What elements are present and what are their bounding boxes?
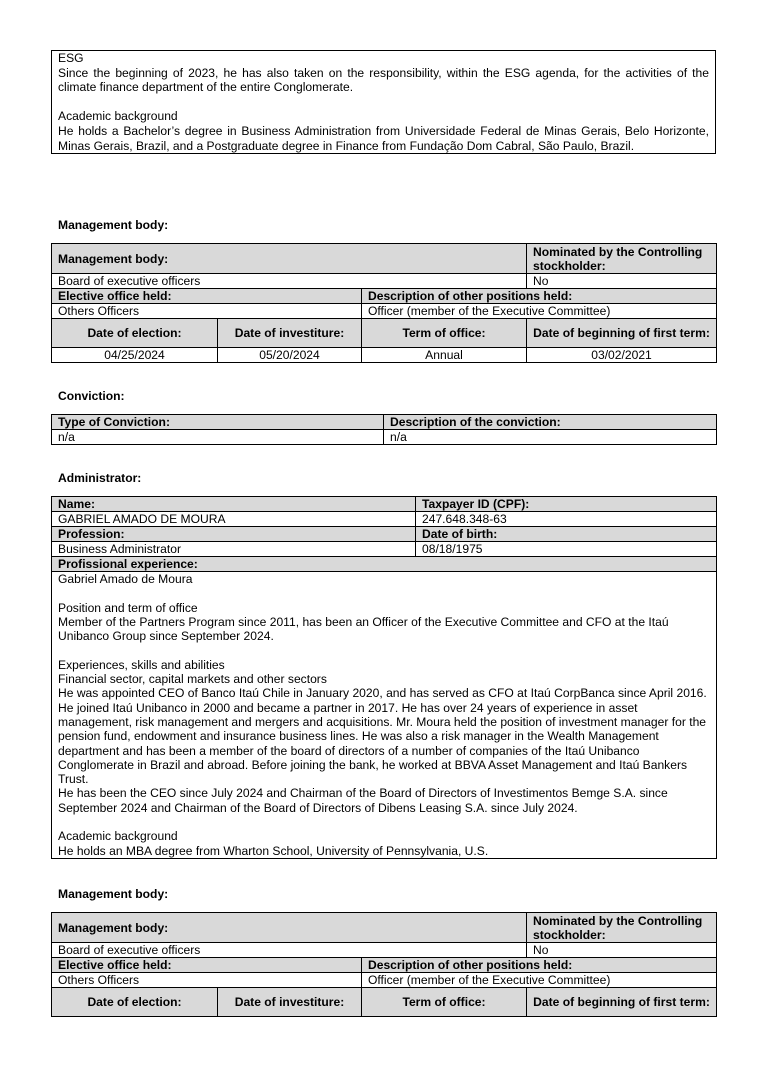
hdr-other-positions: Description of other positions held: — [362, 289, 717, 304]
hdr-first-term: Date of beginning of first term: — [527, 319, 717, 348]
hdr-term-office: Term of office: — [362, 988, 527, 1017]
section-title-management-2: Management body: — [58, 887, 169, 901]
hdr-first-term: Date of beginning of first term: — [527, 988, 717, 1017]
exp-skills-text-2: He has been the CEO since July 2024 and Chairman of the Board of Directors of Investimentos Bemge S.A. since September 2024 and Chairman of the Board of Directors of Dibens Leasing S.A. since July 2024. — [58, 786, 668, 815]
section-title-conviction: Conviction: — [58, 389, 125, 403]
admin-profession: Business Administrator — [52, 542, 416, 557]
hdr-nominated: Nominated by the Controlling stockholder: — [527, 244, 717, 274]
hdr-conviction-type: Type of Conviction: — [52, 415, 384, 430]
hdr-name: Name: — [52, 497, 416, 512]
hdr-date-investiture: Date of investiture: — [218, 988, 362, 1017]
elective-office-value: Others Officers — [52, 973, 362, 988]
conviction-desc-value: n/a — [384, 430, 717, 445]
conviction-table — [51, 414, 716, 445]
other-positions-value: Officer (member of the Executive Committee) — [362, 973, 717, 988]
admin-birth: 08/18/1975 — [416, 542, 717, 557]
hdr-profession: Profession: — [52, 527, 416, 542]
exp-name: Gabriel Amado de Moura — [58, 572, 193, 586]
nominated-value: No — [527, 274, 717, 289]
exp-skills-text-1: He was appointed CEO of Banco Itaú Chile in January 2020, and has served as CFO at Itaú CorpBanca since April 2016. He joined Itaú Unibanco in 2000 and became a partner in 2017. He has over 24 years of experience in asset management, risk management and mergers and acquisitions. Mr. Moura held the position of investment manager for the pension fund, endowment and insurance business lines. He was also a risk manager in the Wealth Management department and has been a member of the board of directors of a number of companies of the Itaú Unibanco Conglomerate in Brazil and abroad. Before joining the bank, he worked at BBVA Asset Management and Itaú Bankers Trust. — [58, 686, 707, 787]
experience-cell — [52, 572, 717, 859]
elective-office-value: Others Officers — [52, 304, 362, 319]
nominated-value: No — [527, 943, 717, 958]
date-election-value: 04/25/2024 — [52, 348, 218, 363]
date-investiture-value: 05/20/2024 — [218, 348, 362, 363]
hdr-nominated: Nominated by the Controlling stockholder: — [527, 913, 717, 943]
hdr-management-body: Management body: — [52, 244, 527, 274]
hdr-date-investiture: Date of investiture: — [218, 319, 362, 348]
term-office-value: Annual — [362, 348, 527, 363]
hdr-elective-office: Elective office held: — [52, 289, 362, 304]
section-title-administrator: Administrator: — [58, 471, 142, 485]
esg-heading: ESG — [58, 51, 84, 65]
exp-skills-heading: Experiences, skills and abilities — [58, 657, 225, 672]
academic-heading: Academic background — [58, 109, 178, 124]
exp-position-heading: Position and term of office — [58, 600, 198, 615]
management-body-value: Board of executive officers — [52, 274, 527, 289]
other-positions-value: Officer (member of the Executive Committee) — [362, 304, 717, 319]
top-text-box — [51, 50, 716, 154]
hdr-birth: Date of birth: — [416, 527, 717, 542]
hdr-term-office: Term of office: — [362, 319, 527, 348]
hdr-date-election: Date of election: — [52, 319, 218, 348]
hdr-elective-office: Elective office held: — [52, 958, 362, 973]
academic-text: He holds a Bachelor’s degree in Business Administration from Universidade Federal de Minas Gerais, Belo Horizonte, Minas Gerais, Brazil, and a Postgraduate degree in Finance from Fundação Dom Cabral, São Paulo, Brazil. — [58, 123, 709, 153]
admin-name: GABRIEL AMADO DE MOURA — [52, 512, 416, 527]
esg-text: Since the beginning of 2023, he has also taken on the responsibility, within the ESG agenda, for the activities of the climate finance department of the entire Conglomerate. — [58, 65, 709, 95]
administrator-table — [51, 496, 716, 859]
first-term-value: 03/02/2021 — [527, 348, 717, 363]
exp-skills-sub: Financial sector, capital markets and other sectors — [58, 672, 327, 687]
hdr-conviction-desc: Description of the conviction: — [384, 415, 717, 430]
exp-academic-text: He holds an MBA degree from Wharton School, University of Pennsylvania, U.S. — [58, 843, 489, 858]
management-body-value: Board of executive officers — [52, 943, 527, 958]
hdr-date-election: Date of election: — [52, 988, 218, 1017]
admin-cpf: 247.648.348-63 — [416, 512, 717, 527]
exp-position-text: Member of the Partners Program since 2011, has been an Officer of the Executive Committee and CFO at the Itaú Unibanco Group since September 2024. — [58, 614, 669, 644]
hdr-other-positions: Description of other positions held: — [362, 958, 717, 973]
section-title-management-1: Management body: — [58, 218, 169, 232]
hdr-experience: Profissional experience: — [52, 557, 717, 572]
management-table-1 — [51, 243, 716, 363]
hdr-cpf: Taxpayer ID (CPF): — [416, 497, 717, 512]
management-table-2 — [51, 912, 716, 1017]
hdr-management-body: Management body: — [52, 913, 527, 943]
exp-academic-heading: Academic background — [58, 829, 178, 844]
conviction-type-value: n/a — [52, 430, 384, 445]
